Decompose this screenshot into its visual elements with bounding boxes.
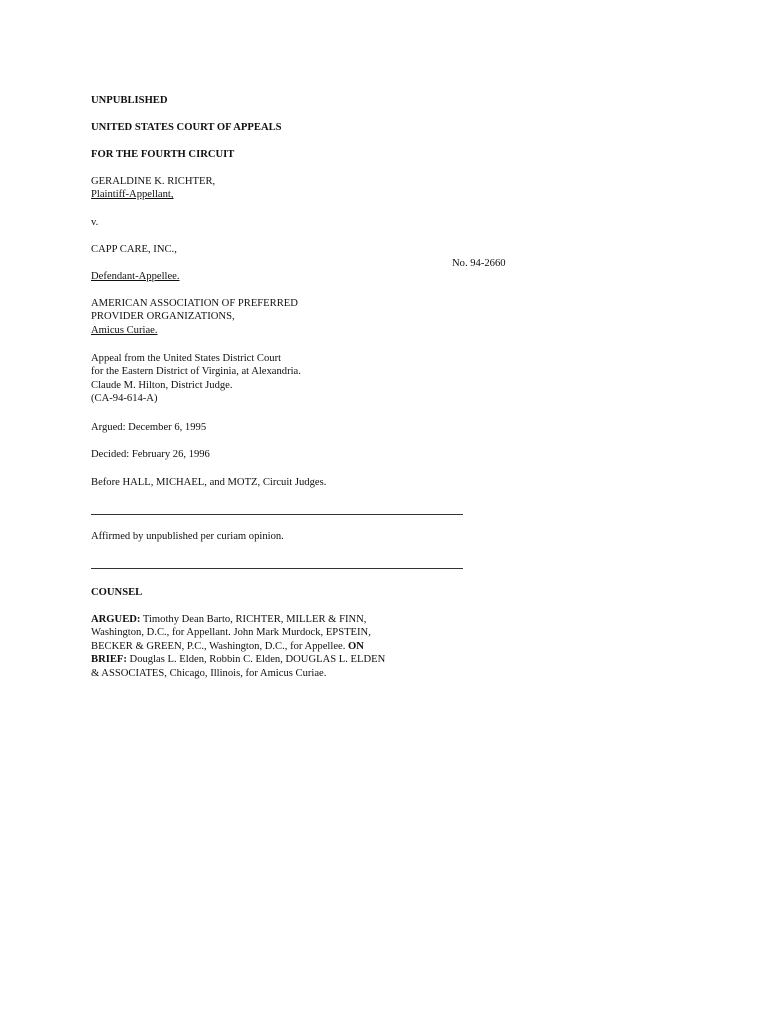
circuit-name: FOR THE FOURTH CIRCUIT [91, 149, 235, 160]
appeal-line-3: Claude M. Hilton, District Judge. [91, 379, 233, 391]
amicus-name-line-2: PROVIDER ORGANIZATIONS, [91, 311, 235, 323]
plaintiff-role: Plaintiff-Appellant, [91, 189, 174, 201]
amicus-role: Amicus Curiae. [91, 324, 158, 336]
counsel-line-5: & ASSOCIATES, Chicago, Illinois, for Amicus Curiae. [91, 667, 327, 679]
argued-label: ARGUED: [91, 614, 141, 625]
divider-bottom [91, 568, 463, 569]
counsel-heading: COUNSEL [91, 587, 143, 598]
on-label: ON [348, 640, 364, 652]
counsel-paragraph [91, 613, 385, 680]
brief-label: BRIEF: [91, 654, 127, 666]
defendant-role: Defendant-Appellee. [91, 271, 180, 282]
appeal-line-2: for the Eastern District of Virginia, at Alexandria. [91, 366, 301, 378]
court-name: UNITED STATES COURT OF APPEALS [91, 122, 282, 133]
counsel-line-1 [91, 613, 385, 626]
argued-text: Timothy Dean Barto, RICHTER, MILLER & FINN, [140, 614, 367, 625]
counsel-line-3 [91, 640, 385, 653]
disposition: Affirmed by unpublished per curiam opinion. [91, 531, 284, 542]
defendant-name: CAPP CARE, INC., [91, 244, 177, 255]
amicus-name-line-1: AMERICAN ASSOCIATION OF PREFERRED [91, 298, 298, 309]
amicus-block [91, 297, 298, 337]
case-number: No. 94-2660 [452, 258, 506, 269]
divider-top [91, 514, 463, 515]
plaintiff-name: GERALDINE K. RICHTER, [91, 176, 216, 187]
appeal-line-1: Appeal from the United States District Court [91, 353, 282, 364]
argued-date: Argued: December 6, 1995 [91, 422, 207, 433]
counsel-line-2: Washington, D.C., for Appellant. John Mark Murdock, EPSTEIN, [91, 627, 371, 639]
plaintiff-block [91, 175, 215, 202]
panel-judges: Before HALL, MICHAEL, and MOTZ, Circuit Judges. [91, 477, 327, 488]
appellee-counsel-text: BECKER & GREEN, P.C., Washington, D.C., for Appellee. [91, 640, 349, 652]
unpublished-label: UNPUBLISHED [91, 95, 168, 106]
counsel-line-4 [91, 653, 385, 666]
appeal-block [91, 352, 301, 406]
appeal-line-4: (CA-94-614-A) [91, 393, 158, 405]
versus-label: v. [91, 217, 99, 228]
brief-text: Douglas L. Elden, Robbin C. Elden, DOUGLAS L. ELDEN [126, 654, 386, 666]
decided-date: Decided: February 26, 1996 [91, 449, 210, 460]
